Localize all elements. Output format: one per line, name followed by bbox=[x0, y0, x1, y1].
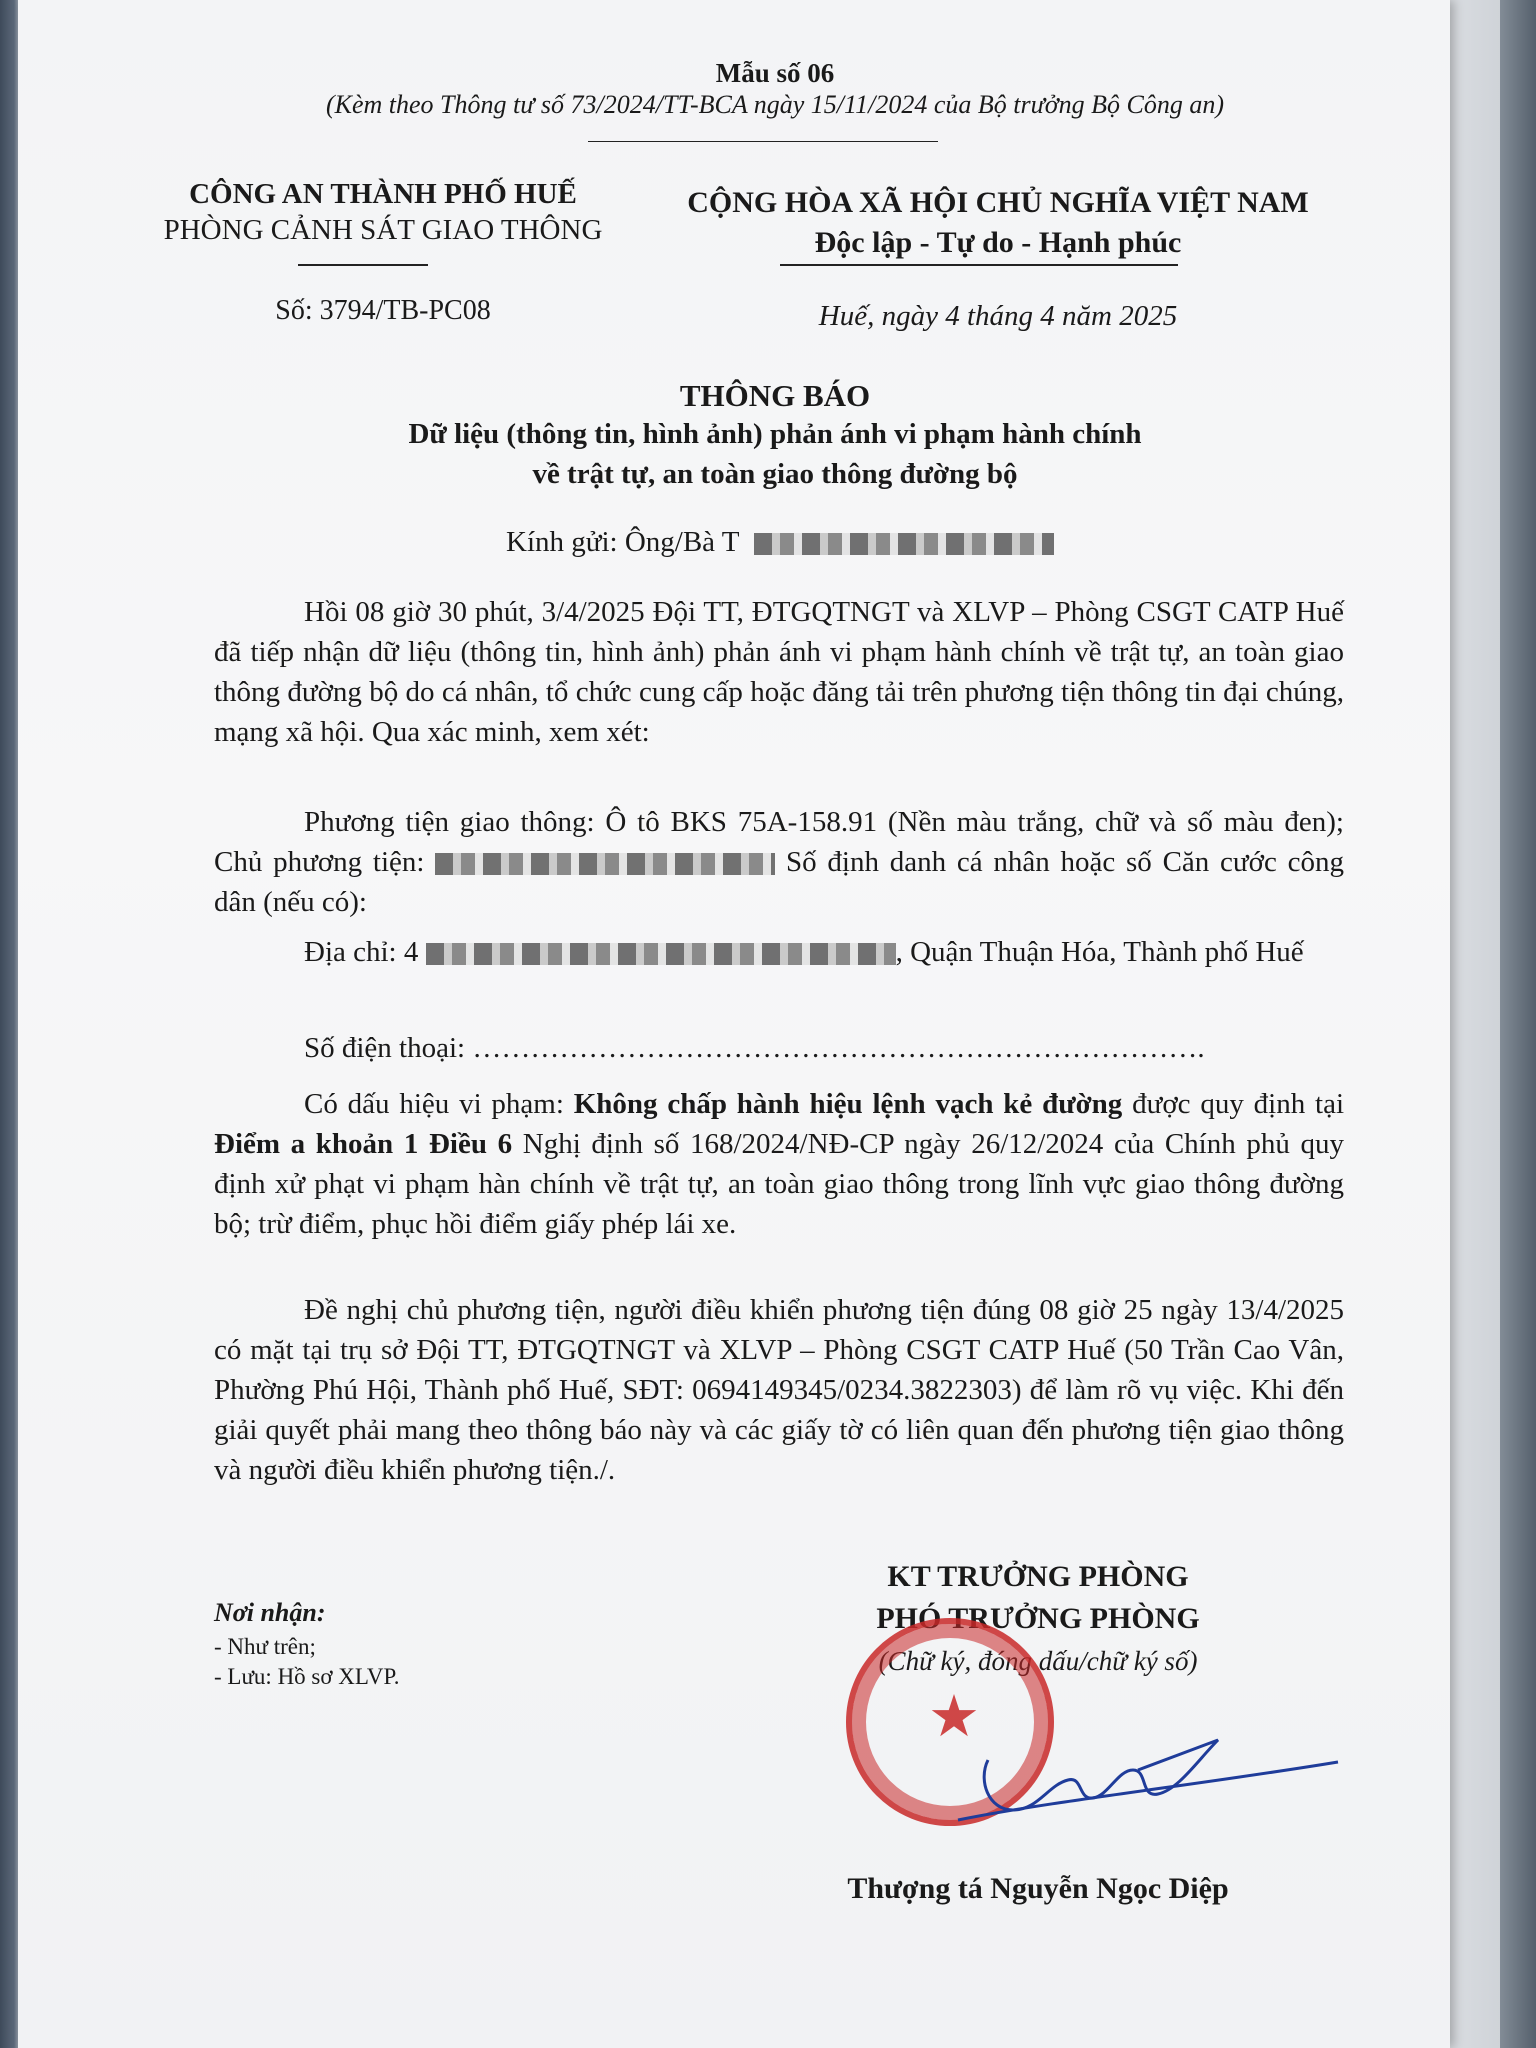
redacted-name bbox=[754, 533, 1054, 555]
request-text: Đề nghị chủ phương tiện, người điều khiển phương tiện đúng 08 giờ 25 ngày 13/4/2025 có mặt tại trụ sở Đội TT, ĐTGQTNGT và XLVP – Phòng CSGT CATP Huế (50 Trần Cao Vân, Phường Phú Hội, Thành phố Huế, SĐT: 0694149345/0234.3822303) để làm rõ vụ việc. Khi đến giải quyết phải mang theo thông báo này và các giấy tờ có liên quan đến phương tiện giao thông và người điều khiển phương tiện./. bbox=[214, 1294, 1344, 1486]
id-number-text: Số định danh cá nhân hoặc số Căn cước công dân (nếu có): bbox=[214, 846, 1344, 918]
motto-rule bbox=[780, 264, 1178, 266]
address-text: , Quận Thuận Hóa, Thành phố Huế bbox=[895, 936, 1304, 968]
document-title: THÔNG BÁO bbox=[679, 378, 871, 413]
signer-name: Thượng tá Nguyễn Ngọc Diệp bbox=[847, 1872, 1229, 1905]
form-basis-rule bbox=[588, 141, 938, 142]
agency-line-1: CÔNG AN THÀNH PHỐ HUẾ bbox=[189, 178, 577, 210]
form-number: Mẫu số 06 bbox=[715, 58, 835, 88]
violation-article: Điểm a khoản 1 Điều 6 bbox=[214, 1128, 513, 1160]
violation-text-1: được quy định tại bbox=[1122, 1088, 1345, 1120]
recipient-item: - Lưu: Hồ sơ XLVP. bbox=[214, 1664, 400, 1689]
agency-line-2: PHÒNG CẢNH SÁT GIAO THÔNG bbox=[163, 214, 603, 246]
document-subtitle-2: về trật tự, an toàn giao thông đường bộ bbox=[532, 458, 1018, 490]
address-label: Địa chỉ: 4 bbox=[304, 936, 419, 968]
signature-note: (Chữ ký, đóng dấu/chữ ký số) bbox=[878, 1646, 1198, 1676]
paragraph-address bbox=[214, 932, 1344, 972]
paragraph-phone bbox=[214, 1028, 1344, 1068]
addressee-label: Kính gửi: Ông/Bà T bbox=[506, 526, 739, 558]
violation-label: Có dấu hiệu vi phạm: bbox=[304, 1088, 574, 1120]
signature-title-1: KT TRƯỞNG PHÒNG bbox=[887, 1560, 1189, 1593]
nation-name: CỘNG HÒA XÃ HỘI CHỦ NGHĨA VIỆT NAM bbox=[687, 186, 1309, 219]
handwritten-signature bbox=[918, 1690, 1358, 1840]
form-basis: (Kèm theo Thông tư số 73/2024/TT-BCA ngày 15/11/2024 của Bộ trưởng Bộ Công an) bbox=[325, 90, 1225, 119]
violation-text-2: Nghị định số 168/2024/NĐ-CP ngày 26/12/2024 của Chính phủ quy định xử phạt vi phạm hàn chính về trật tự, an toàn giao thông trong lĩnh vực giao thông đường bộ; trừ điểm, phục hồi điểm giấy phép lái xe. bbox=[214, 1128, 1344, 1240]
seal-star-icon: ★ bbox=[928, 1682, 980, 1750]
paragraph-vehicle bbox=[214, 802, 1344, 922]
addressee bbox=[506, 526, 1054, 559]
place-date: Huế, ngày 4 tháng 4 năm 2025 bbox=[818, 300, 1178, 332]
document-sheet bbox=[18, 0, 1450, 2048]
document-subtitle-1: Dữ liệu (thông tin, hình ảnh) phản ánh vi phạm hành chính bbox=[408, 418, 1142, 450]
redacted-address bbox=[426, 943, 896, 965]
national-motto: Độc lập - Tự do - Hạnh phúc bbox=[814, 226, 1182, 259]
paragraph-request bbox=[214, 1290, 1344, 1490]
signature-title-2: PHÓ TRƯỞNG PHÒNG bbox=[876, 1602, 1200, 1635]
document-number: Số: 3794/TB-PC08 bbox=[275, 295, 491, 326]
recipient-item: - Như trên; bbox=[214, 1634, 316, 1659]
phone-text: Số điện thoại: …………………………………………………………………. bbox=[304, 1032, 1205, 1064]
recipients-label: Nơi nhận: bbox=[214, 1598, 326, 1627]
paragraph-violation bbox=[214, 1084, 1344, 1244]
redacted-owner bbox=[435, 853, 775, 875]
agency-rule bbox=[298, 264, 428, 266]
vehicle-text: Phương tiện giao thông: Ô tô BKS 75A-158.91 (Nền màu trắng, chữ và số màu đen); Chủ phương tiện: bbox=[214, 806, 1344, 878]
violation-type: Không chấp hành hiệu lệnh vạch kẻ đường bbox=[573, 1088, 1123, 1120]
paragraph-receipt bbox=[214, 592, 1344, 752]
paragraph-receipt-text: Hồi 08 giờ 30 phút, 3/4/2025 Đội TT, ĐTGQTNGT và XLVP – Phòng CSGT CATP Huế đã tiếp nhận dữ liệu (thông tin, hình ảnh) phản ánh vi phạm hành chính về trật tự, an toàn giao thông đường bộ do cá nhân, tổ chức cung cấp hoặc đăng tải trên phương tiện thông tin đại chúng, mạng xã hội. Qua xác minh, xem xét: bbox=[214, 596, 1344, 748]
